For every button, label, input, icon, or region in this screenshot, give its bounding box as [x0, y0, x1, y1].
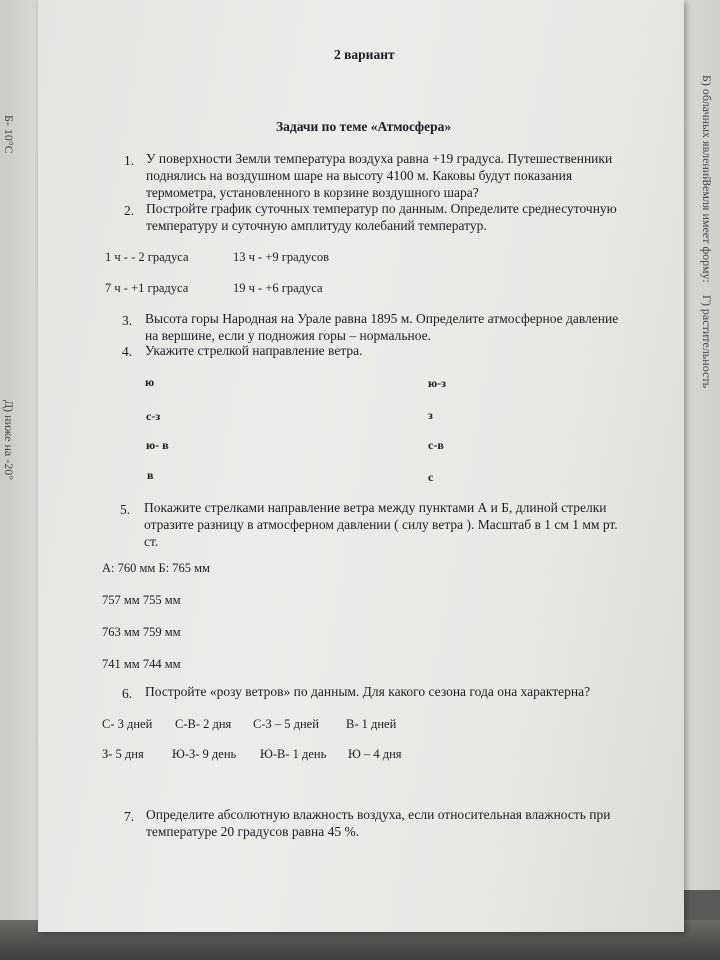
wind-rose-data: З- 5 дня [102, 747, 144, 761]
task-2-number: 2. [124, 203, 135, 218]
wind-direction-right: з [428, 408, 433, 422]
temp-data: 7 ч - +1 градуса [105, 281, 189, 295]
task-7-line: температуре 20 градусов равна 45 %. [146, 824, 360, 839]
variant-heading: 2 вариант [334, 47, 395, 62]
pressure-data: 757 мм 755 мм [102, 593, 181, 607]
task-5-line: отразите разницу в атмосферном давлении ( силу ветра ). Масштаб в 1 см 1 мм рт. [144, 517, 618, 532]
wind-rose-data: Ю – 4 дня [348, 747, 402, 761]
wind-rose-data: В- 1 дней [346, 717, 397, 731]
wind-direction-left: с-з [146, 409, 161, 423]
wind-rose-data: С- 3 дней [102, 717, 153, 731]
task-7-line: Определите абсолютную влажность воздуха, если относительная влажность при [146, 807, 611, 822]
temp-data: 1 ч - - 2 градуса [105, 250, 189, 264]
wind-rose-data: Ю-З- 9 день [172, 747, 237, 761]
side-text-right-top [699, 75, 714, 77]
pressure-data: 763 мм 759 мм [102, 625, 181, 639]
task-1-number: 1. [124, 153, 135, 168]
task-1-line: поднялись на воздушном шаре на высоту 4100 м. Каковы будут показания [146, 168, 573, 183]
task-3-number: 3. [122, 313, 133, 328]
task-5-line: ст. [144, 534, 159, 549]
side-text-left-bottom: Д) ниже на -20° [2, 400, 16, 481]
side-text-right-low: Г) растительность [700, 295, 714, 389]
task-2-line: температуру и суточную амплитуду колебаний температур. [146, 218, 487, 233]
pressure-data: А: 760 мм Б: 765 мм [102, 561, 210, 575]
pressure-data: 741 мм 744 мм [102, 657, 181, 671]
temp-data: 19 ч - +6 градуса [233, 281, 323, 295]
wind-direction-left: в [147, 468, 154, 482]
wind-rose-data: С-З – 5 дней [253, 717, 319, 731]
wind-direction-right: ю-з [428, 376, 446, 390]
task-5-line: Покажите стрелками направление ветра между пунктами А и Б, длиной стрелки [144, 500, 607, 515]
wind-direction-left: ю [145, 375, 155, 389]
wind-rose-data: Ю-В- 1 день [260, 747, 327, 761]
task-1-line: У поверхности Земли температура воздуха равна +19 градуса. Путешественники [146, 151, 613, 166]
side-text-left-top: Б- 10°С [2, 115, 16, 154]
task-6-number: 6. [122, 686, 133, 701]
task-6-text: Постройте «розу ветров» по данным. Для какого сезона года она характерна? [145, 684, 591, 699]
task-5-number: 5. [120, 502, 131, 517]
wind-rose-data: С-В- 2 дня [175, 717, 232, 731]
wind-direction-left: ю- в [146, 438, 169, 452]
task-4-number: 4. [122, 344, 133, 359]
task-3-line: Высота горы Народная на Урале равна 1895 м. Определите атмосферное давление [145, 311, 619, 326]
task-2-line: Постройте график суточных температур по данным. Определите среднесуточную [146, 201, 617, 216]
wind-direction-right: с-в [428, 438, 444, 452]
temp-data: 13 ч - +9 градусов [233, 250, 329, 264]
task-1-line: термометра, установленного в корзине воздушного шара? [146, 185, 479, 200]
page-title: Задачи по теме «Атмосфера» [276, 119, 452, 134]
wind-direction-right: с [428, 470, 434, 484]
task-3-line: на вершине, если у подножия горы – нормальное. [145, 328, 431, 343]
task-4-text: Укажите стрелкой направление ветра. [145, 343, 363, 358]
task-7-number: 7. [124, 809, 135, 824]
side-text-right-mid: Земля имеет форму: [700, 180, 714, 283]
worksheet-page [38, 0, 684, 932]
